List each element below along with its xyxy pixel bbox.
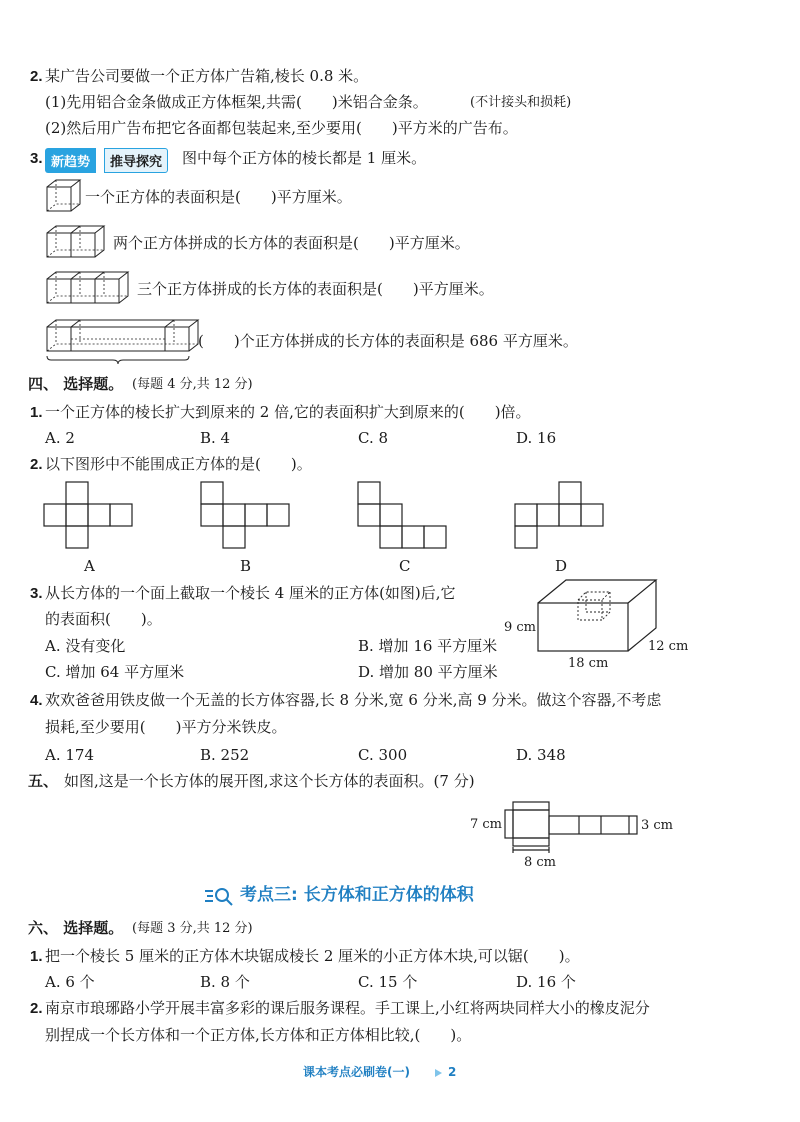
cuboid-net-figure — [505, 800, 655, 860]
sec5-stem: 如图,这是一个长方体的展开图,求这个长方体的表面积。(7 分) — [64, 772, 475, 790]
s4q3-option-c: C. 增加 64 平方厘米 — [45, 663, 185, 681]
s4q4-option-b: B. 252 — [200, 746, 250, 764]
q2-number: 2. — [30, 68, 43, 85]
cuboid-cut-figure — [538, 578, 658, 658]
s4q1-option-c: C. 8 — [358, 429, 389, 447]
q2-part1-note: (不计接头和损耗) — [470, 95, 572, 110]
s4q4-stem-line1: 欢欢爸爸用铁皮做一个无盖的长方体容器,长 8 分米,宽 6 分米,高 9 分米。做这个容器,不考虑 — [45, 691, 662, 709]
q3-number: 3. — [30, 150, 43, 167]
q2-part2: (2)然后用广告布把它各面都包装起来,至少要用( )平方米的广告布。 — [45, 119, 518, 137]
net-width-label: 8 cm — [524, 855, 557, 870]
q3-row2: 两个正方体拼成的长方体的表面积是( )平方厘米。 — [113, 234, 470, 252]
badge-topic: 推导探究 — [104, 148, 168, 173]
sec6-score: (每题 3 分,共 12 分) — [132, 921, 253, 936]
cuboid-width-label: 18 cm — [568, 656, 609, 671]
s4q2-stem: 以下图形中不能围成正方体的是( )。 — [45, 455, 312, 473]
sec5-title: 五、 — [28, 772, 59, 790]
s4q3-stem-line2: 的表面积( )。 — [45, 610, 162, 628]
triangle-right-icon — [434, 1068, 444, 1078]
cube-3-figure — [45, 270, 140, 310]
s6q1-option-b: B. 8 个 — [200, 973, 250, 991]
s4q1-number: 1. — [30, 404, 43, 421]
net-label-b: B — [240, 557, 252, 575]
net-label-d: D — [555, 557, 568, 575]
magnifier-icon — [204, 885, 234, 907]
net-depth-label: 3 cm — [641, 818, 674, 833]
q3-row1: 一个正方体的表面积是( )平方厘米。 — [85, 188, 352, 206]
s6q1-number: 1. — [30, 948, 43, 965]
s4q3-option-a: A. 没有变化 — [45, 637, 126, 655]
cube-2-figure — [45, 224, 115, 264]
s4q1-option-b: B. 4 — [200, 429, 231, 447]
s4q4-number: 4. — [30, 692, 43, 709]
s6q1-option-c: C. 15 个 — [358, 973, 418, 991]
s6q1-option-a: A. 6 个 — [45, 973, 95, 991]
cube-net-d — [515, 481, 607, 551]
q3-row4: ( )个正方体拼成的长方体的表面积是 686 平方厘米。 — [198, 332, 578, 350]
s4q3-stem-line1: 从长方体的一个面上截取一个棱长 4 厘米的正方体(如图)后,它 — [45, 584, 456, 602]
net-label-c: C — [399, 557, 411, 575]
kaodian-title: 考点三: 长方体和正方体的体积 — [240, 885, 474, 905]
cuboid-depth-label: 12 cm — [648, 639, 689, 654]
cube-net-b — [201, 481, 293, 551]
footer-title: 课本考点必刷卷(一) — [303, 1065, 410, 1079]
q3-stem: 图中每个正方体的棱长都是 1 厘米。 — [182, 149, 427, 167]
page-number: 2 — [448, 1065, 457, 1079]
s6q2-stem-line2: 别捏成一个长方体和一个正方体,长方体和正方体相比较,( )。 — [45, 1026, 472, 1044]
s4q4-option-c: C. 300 — [358, 746, 408, 764]
s4q4-option-d: D. 348 — [516, 746, 566, 764]
s6q2-number: 2. — [30, 1000, 43, 1017]
badge-new-trend: 新趋势 — [45, 148, 96, 173]
s4q1-option-a: A. 2 — [45, 429, 75, 447]
s6q1-stem: 把一个棱长 5 厘米的正方体木块锯成棱长 2 厘米的小正方体木块,可以锯( )。 — [45, 947, 580, 965]
s4q3-number: 3. — [30, 585, 43, 602]
s4q3-option-b: B. 增加 16 平方厘米 — [358, 637, 498, 655]
s6q2-stem-line1: 南京市琅琊路小学开展丰富多彩的课后服务课程。手工课上,小红将两块同样大小的橡皮泥分 — [45, 999, 650, 1017]
cube-net-c — [358, 481, 450, 551]
s4q4-option-a: A. 174 — [45, 746, 94, 764]
net-height-label: 7 cm — [470, 817, 503, 832]
cube-net-a — [44, 481, 136, 551]
s4q1-stem: 一个正方体的棱长扩大到原来的 2 倍,它的表面积扩大到原来的( )倍。 — [45, 403, 531, 421]
s6q1-option-d: D. 16 个 — [516, 973, 576, 991]
cube-n-figure — [45, 318, 205, 368]
s4q1-option-d: D. 16 — [516, 429, 557, 447]
s4q4-stem-line2: 损耗,至少要用( )平方分米铁皮。 — [45, 718, 287, 736]
q3-row3: 三个正方体拼成的长方体的表面积是( )平方厘米。 — [137, 280, 494, 298]
net-label-a: A — [84, 557, 95, 575]
cube-1-figure — [45, 178, 85, 218]
sec6-title: 六、 选择题。 — [28, 919, 124, 937]
cuboid-height-label: 9 cm — [504, 620, 537, 635]
q2-part1: (1)先用铝合金条做成正方体框架,共需( )米铝合金条。 — [45, 93, 428, 111]
s4q3-option-d: D. 增加 80 平方厘米 — [358, 663, 498, 681]
s4q2-number: 2. — [30, 456, 43, 473]
sec4-score: (每题 4 分,共 12 分) — [132, 377, 253, 392]
sec4-title: 四、 选择题。 — [28, 375, 124, 393]
q2-stem: 某广告公司要做一个正方体广告箱,棱长 0.8 米。 — [45, 67, 369, 85]
